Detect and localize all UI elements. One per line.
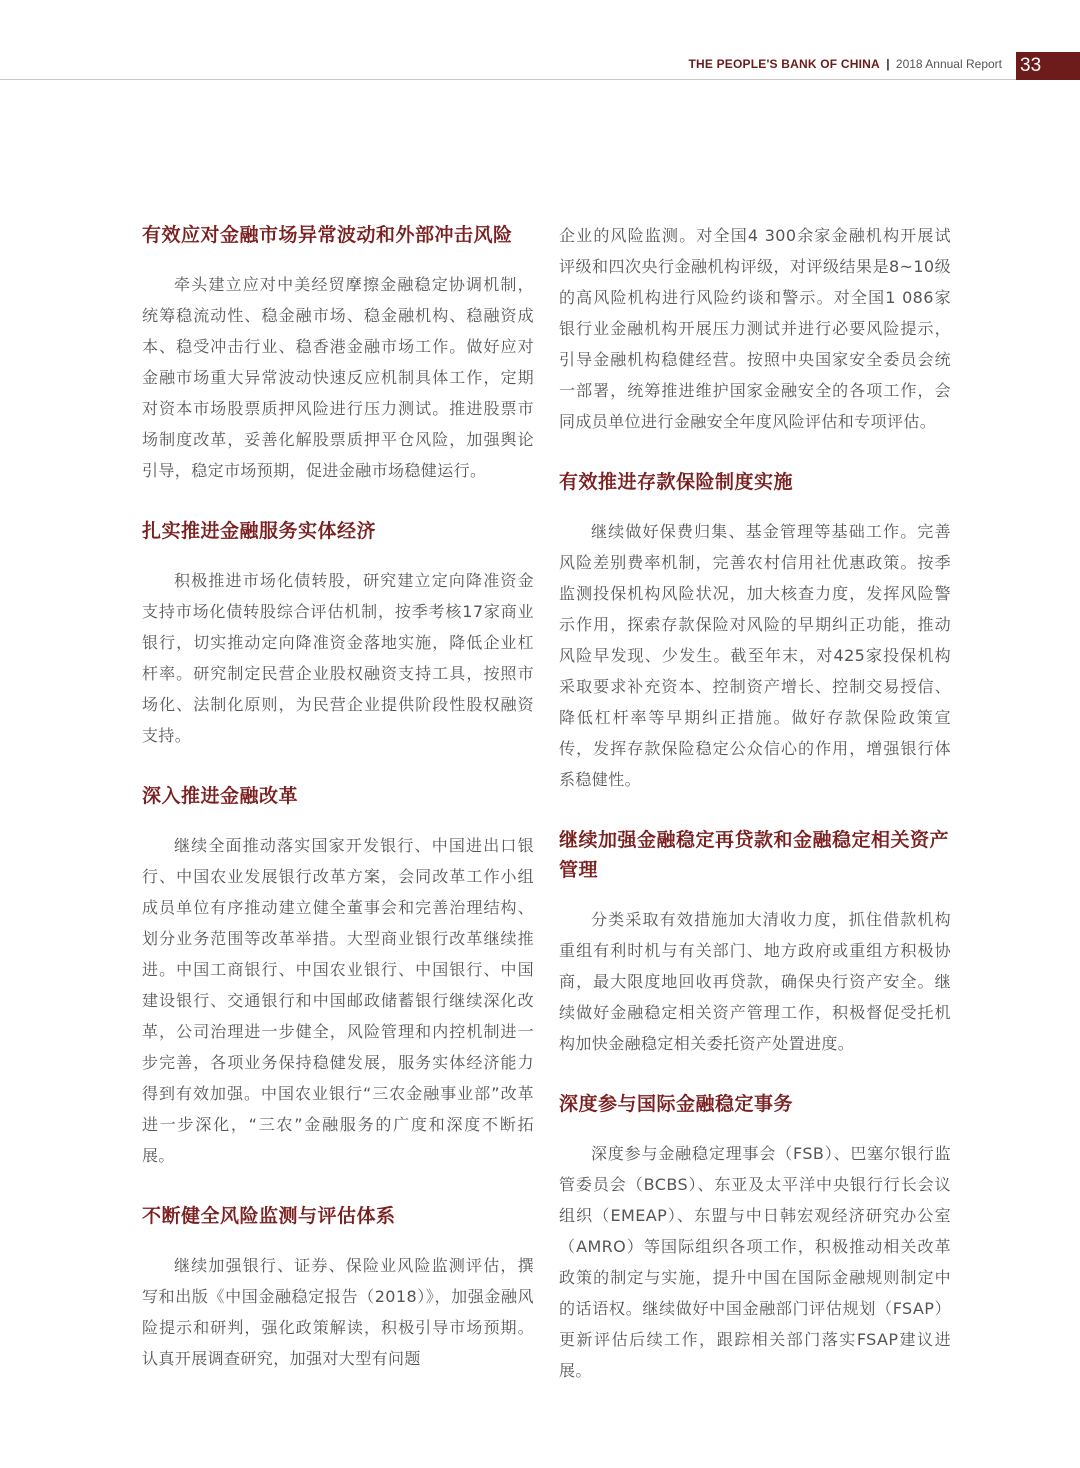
section-heading: 扎实推进金融服务实体经济: [142, 520, 377, 542]
section-heading: 深入推进金融改革: [142, 785, 299, 807]
section-heading: 有效推进存款保险制度实施: [559, 471, 794, 493]
section-body: 牵头建立应对中美经贸摩擦金融稳定协调机制，统筹稳流动性、稳金融市场、稳金融机构、稳融资成本、稳受冲击行业、稳香港金融市场工作。做好应对金融市场重大异常波动快速反应机制具体工作，定期对资本市场股票质押风险进行压力测试。推进股票市场制度改革，妥善化解股票质押平仓风险，加强舆论引导，稳定市场预期，促进金融市场稳健运行。: [142, 275, 534, 480]
header-report-title: 2018 Annual Report: [895, 57, 1002, 71]
section-body: 分类采取有效措施加大清收力度，抓住借款机构重组有利时机与有关部门、地方政府或重组方积极协商，最大限度地回收再贷款，确保央行资产安全。继续做好金融稳定相关资产管理工作，积极督促受托机构加快金融稳定相关委托资产处置进度。: [559, 910, 951, 1053]
right-column: [559, 220, 951, 1386]
header-org-name: THE PEOPLE'S BANK OF CHINA: [688, 57, 880, 71]
section-heading: 继续加强金融稳定再贷款和金融稳定相关资产管理: [559, 829, 950, 881]
page-header: [0, 0, 1080, 80]
header-separator: |: [886, 57, 890, 71]
page-number: 33: [1016, 52, 1080, 80]
running-header: [688, 57, 1002, 71]
section-heading: 不断健全风险监测与评估体系: [142, 1205, 396, 1227]
section-body: 积极推进市场化债转股，研究建立定向降准资金支持市场化债转股综合评估机制，按季考核17家商业银行，切实推动定向降准资金落地实施，降低企业杠杆率。研究制定民营企业股权融资支持工具，按照市场化、法制化原则，为民营企业提供阶段性股权融资支持。: [142, 571, 534, 745]
section-body: 继续全面推动落实国家开发银行、中国进出口银行、中国农业发展银行改革方案，会同改革工作小组成员单位有序推动建立健全董事会和完善治理结构、划分业务范围等改革举措。大型商业银行改革继续推进。中国工商银行、中国农业银行、中国银行、中国建设银行、交通银行和中国邮政储蓄银行继续深化改革，公司治理进一步健全，风险管理和内控机制进一步完善，各项业务保持稳健发展，服务实体经济能力得到有效加强。中国农业银行“三农金融事业部”改革进一步深化，“三农”金融服务的广度和深度不断拓展。: [142, 836, 534, 1165]
continued-paragraph: 企业的风险监测。对全国4 300余家金融机构开展试评级和四次央行金融机构评级，对评级结果是8~10级的高风险机构进行风险约谈和警示。对全国1 086家银行业金融机构开展压力测试并进行必要风险提示，引导金融机构稳健经营。按照中央国家安全委员会统一部署，统筹推进维护国家金融安全的各项工作，会同成员单位进行金融安全年度风险评估和专项评估。: [559, 226, 951, 431]
section-heading: 有效应对金融市场异常波动和外部冲击风险: [142, 224, 513, 246]
section-heading: 深度参与国际金融稳定事务: [559, 1093, 794, 1115]
left-column: [142, 220, 534, 1374]
section-body: 继续做好保费归集、基金管理等基础工作。完善风险差别费率机制，完善农村信用社优惠政策。按季监测投保机构风险状况，加大核查力度，发挥风险警示作用，探索存款保险对风险的早期纠正功能，推动风险早发现、少发生。截至年末，对425家投保机构采取要求补充资本、控制资产增长、控制交易授信、降低杠杆率等早期纠正措施。做好存款保险政策宣传，发挥存款保险稳定公众信心的作用，增强银行体系稳健性。: [559, 522, 951, 789]
section-body: 深度参与金融稳定理事会（FSB）、巴塞尔银行监管委员会（BCBS）、东亚及太平洋中央银行行长会议组织（EMEAP）、东盟与中日韩宏观经济研究办公室（AMRO）等国际组织各项工作，积极推动相关改革政策的制定与实施，提升中国在国际金融规则制定中的话语权。继续做好中国金融部门评估规划（FSAP）更新评估后续工作，跟踪相关部门落实FSAP建议进展。: [559, 1144, 951, 1380]
section-body: 继续加强银行、证券、保险业风险监测评估，撰写和出版《中国金融稳定报告（2018）》，加强金融风险提示和研判，强化政策解读，积极引导市场预期。认真开展调查研究，加强对大型有问题: [142, 1256, 534, 1368]
header-rule: [0, 79, 1016, 80]
